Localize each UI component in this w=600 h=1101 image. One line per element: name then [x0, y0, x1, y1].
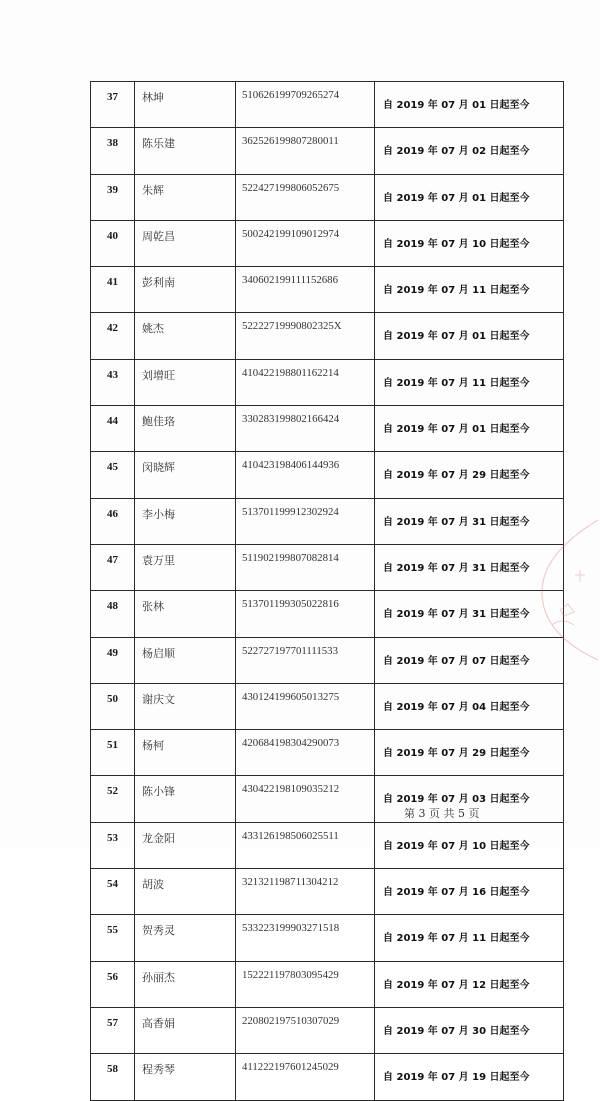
table-row	[91, 452, 564, 498]
table-row	[91, 822, 564, 868]
table-row	[91, 220, 564, 266]
name-cell: 袁万里	[135, 544, 236, 590]
name-cell: 刘增旺	[135, 359, 236, 405]
row-number-cell: 52	[91, 776, 135, 822]
name-cell: 张林	[135, 591, 236, 637]
start-date-cell: 自 2019 年 07 月 11 日起至今	[375, 267, 564, 313]
start-date-cell: 自 2019 年 07 月 11 日起至今	[375, 359, 564, 405]
start-date-cell: 自 2019 年 07 月 04 日起至今	[375, 683, 564, 729]
row-number-cell: 48	[91, 591, 135, 637]
id-number-cell: 340602199111152686	[236, 267, 375, 313]
table-row	[91, 406, 564, 452]
table-row	[91, 1007, 564, 1053]
page-number-footer: 第 3 页 共 5 页	[404, 807, 480, 820]
id-number-cell: 513701199912302924	[236, 498, 375, 544]
row-number-cell: 45	[91, 452, 135, 498]
start-date-cell: 自 2019 年 07 月 01 日起至今	[375, 313, 564, 359]
id-number-cell: 321321198711304212	[236, 869, 375, 915]
id-number-cell: 433126198506025511	[236, 822, 375, 868]
table-row	[91, 591, 564, 637]
start-date-cell: 自 2019 年 07 月 30 日起至今	[375, 1007, 564, 1053]
id-number-cell: 330283199802166424	[236, 406, 375, 452]
start-date-cell: 自 2019 年 07 月 01 日起至今	[375, 406, 564, 452]
start-date-cell: 自 2019 年 07 月 16 日起至今	[375, 869, 564, 915]
id-number-cell: 411222197601245029	[236, 1054, 375, 1100]
table-row	[91, 313, 564, 359]
start-date-cell: 自 2019 年 07 月 12 日起至今	[375, 961, 564, 1007]
id-number-cell: 152221197803095429	[236, 961, 375, 1007]
start-date-cell: 自 2019 年 07 月 29 日起至今	[375, 730, 564, 776]
name-cell: 杨柯	[135, 730, 236, 776]
table-row	[91, 776, 564, 822]
seal-stamp-fragment	[530, 515, 600, 665]
id-number-cell: 430124199605013275	[236, 683, 375, 729]
table-row	[91, 683, 564, 729]
start-date-cell: 自 2019 年 07 月 19 日起至今	[375, 1054, 564, 1100]
name-cell: 龙金阳	[135, 822, 236, 868]
row-number-cell: 58	[91, 1054, 135, 1100]
id-number-cell: 362526199807280011	[236, 128, 375, 174]
id-number-cell: 420684198304290073	[236, 730, 375, 776]
id-number-cell: 522727197701111533	[236, 637, 375, 683]
name-cell: 林坤	[135, 82, 236, 128]
start-date-cell: 自 2019 年 07 月 31 日起至今	[375, 498, 564, 544]
start-date-cell: 自 2019 年 07 月 02 日起至今	[375, 128, 564, 174]
table-row	[91, 544, 564, 590]
start-date-cell: 自 2019 年 07 月 07 日起至今	[375, 637, 564, 683]
row-number-cell: 37	[91, 82, 135, 128]
name-cell: 陈小锋	[135, 776, 236, 822]
id-number-cell: 522427199806052675	[236, 174, 375, 220]
table-row	[91, 1054, 564, 1100]
table-row	[91, 82, 564, 128]
row-number-cell: 44	[91, 406, 135, 452]
name-cell: 姚杰	[135, 313, 236, 359]
id-number-cell: 410423198406144936	[236, 452, 375, 498]
row-number-cell: 54	[91, 869, 135, 915]
name-cell: 谢庆文	[135, 683, 236, 729]
table-row	[91, 637, 564, 683]
name-cell: 高香娟	[135, 1007, 236, 1053]
name-cell: 彭利南	[135, 267, 236, 313]
name-cell: 程秀琴	[135, 1054, 236, 1100]
start-date-cell: 自 2019 年 07 月 10 日起至今	[375, 220, 564, 266]
name-cell: 周乾昌	[135, 220, 236, 266]
id-number-cell: 430422198109035212	[236, 776, 375, 822]
row-number-cell: 49	[91, 637, 135, 683]
personnel-table	[90, 81, 564, 1101]
start-date-cell: 自 2019 年 07 月 03 日起至今	[375, 776, 564, 822]
row-number-cell: 56	[91, 961, 135, 1007]
table-row	[91, 128, 564, 174]
row-number-cell: 41	[91, 267, 135, 313]
id-number-cell: 52222719990802325X	[236, 313, 375, 359]
id-number-cell: 511902199807082814	[236, 544, 375, 590]
table-row	[91, 961, 564, 1007]
id-number-cell: 500242199109012974	[236, 220, 375, 266]
name-cell: 朱辉	[135, 174, 236, 220]
name-cell: 贺秀灵	[135, 915, 236, 961]
row-number-cell: 53	[91, 822, 135, 868]
name-cell: 杨启顺	[135, 637, 236, 683]
name-cell: 胡波	[135, 869, 236, 915]
row-number-cell: 42	[91, 313, 135, 359]
name-cell: 孙丽杰	[135, 961, 236, 1007]
row-number-cell: 55	[91, 915, 135, 961]
row-number-cell: 51	[91, 730, 135, 776]
row-number-cell: 47	[91, 544, 135, 590]
name-cell: 闵晓辉	[135, 452, 236, 498]
table-row	[91, 174, 564, 220]
start-date-cell: 自 2019 年 07 月 31 日起至今	[375, 591, 564, 637]
start-date-cell: 自 2019 年 07 月 01 日起至今	[375, 82, 564, 128]
name-cell: 李小梅	[135, 498, 236, 544]
start-date-cell: 自 2019 年 07 月 10 日起至今	[375, 822, 564, 868]
start-date-cell: 自 2019 年 07 月 01 日起至今	[375, 174, 564, 220]
row-number-cell: 39	[91, 174, 135, 220]
name-cell: 鲍佳珞	[135, 406, 236, 452]
row-number-cell: 50	[91, 683, 135, 729]
row-number-cell: 40	[91, 220, 135, 266]
id-number-cell: 510626199709265274	[236, 82, 375, 128]
start-date-cell: 自 2019 年 07 月 29 日起至今	[375, 452, 564, 498]
table-row	[91, 498, 564, 544]
row-number-cell: 38	[91, 128, 135, 174]
row-number-cell: 43	[91, 359, 135, 405]
id-number-cell: 410422198801162214	[236, 359, 375, 405]
table-row	[91, 915, 564, 961]
id-number-cell: 513701199305022816	[236, 591, 375, 637]
table-row	[91, 267, 564, 313]
start-date-cell: 自 2019 年 07 月 31 日起至今	[375, 544, 564, 590]
name-cell: 陈乐建	[135, 128, 236, 174]
id-number-cell: 220802197510307029	[236, 1007, 375, 1053]
table-row	[91, 730, 564, 776]
row-number-cell: 46	[91, 498, 135, 544]
table-row	[91, 359, 564, 405]
id-number-cell: 533223199903271518	[236, 915, 375, 961]
start-date-cell: 自 2019 年 07 月 11 日起至今	[375, 915, 564, 961]
row-number-cell: 57	[91, 1007, 135, 1053]
table-row	[91, 869, 564, 915]
table-body	[91, 82, 564, 1101]
